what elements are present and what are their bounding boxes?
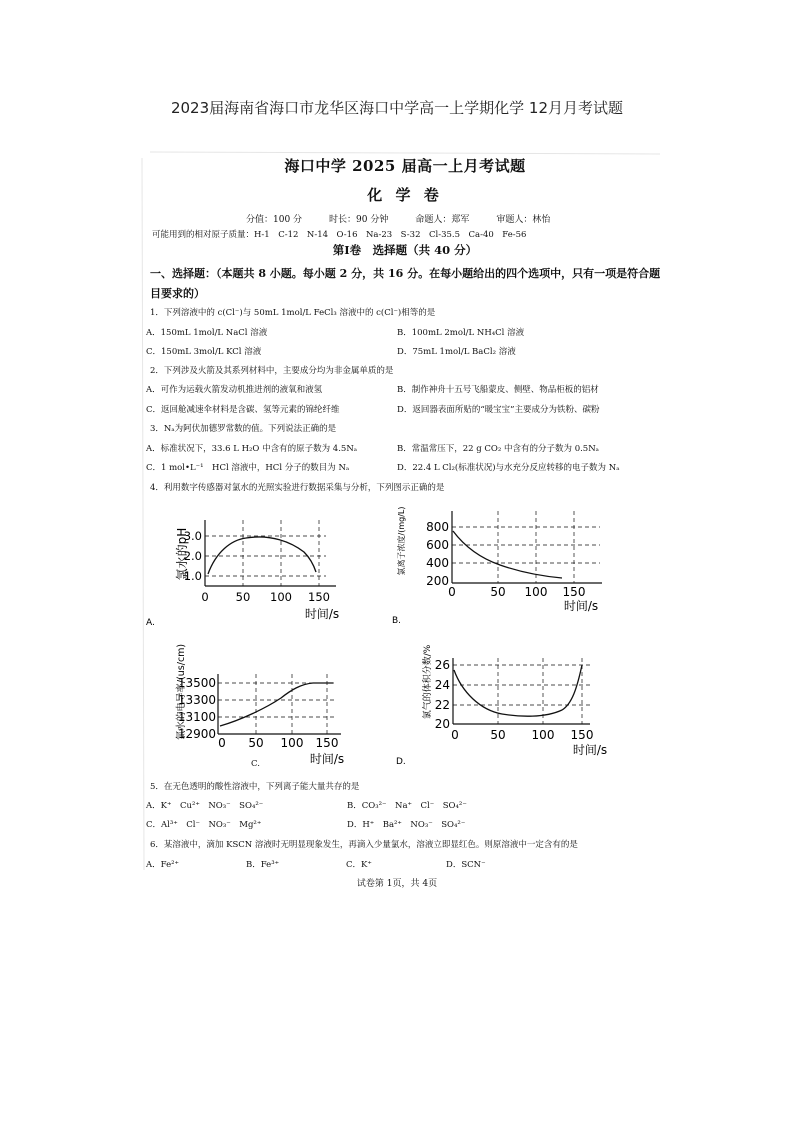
question-3-option-b: B．常温常压下，22 g CO₂ 中含有的分子数为 0.5Nₐ [397,444,599,454]
question-4-stem: 4．利用数字传感器对氯水的光照实验进行数据采集与分析，下列图示正确的是 [150,483,445,493]
question-2-option-d: D．返回器表面所贴的“暖宝宝”主要成分为铁粉、碳粉 [397,405,600,415]
chart-a-curve [208,537,316,574]
chart-b-xtick: 100 [524,585,548,599]
question-6-option-d: D．SCN⁻ [446,860,486,870]
chart-a-option-label: A. [146,618,155,628]
chart-d-ytick: 24 [434,678,450,692]
chart-a [146,500,376,630]
chart-a-xtick: 50 [235,590,251,604]
chart-b-xtick: 50 [490,585,506,599]
question-3-stem: 3．Nₐ为阿伏加德罗常数的值。下列说法正确的是 [150,424,337,434]
chart-d-ylabel: 氯气的体积分数/% [423,644,433,720]
exam-title: 海口中学 2025 届高一上月考试题 [284,157,526,175]
chart-d-xtick: 50 [490,728,506,742]
chart-d-ytick: 22 [434,698,450,712]
chart-c-ytick: 13100 [177,710,216,724]
chart-d-xlabel: 时间/s [572,743,608,757]
chart-a-ytick: 2.0 [183,549,202,563]
chart-c-xtick: 0 [218,736,226,750]
chart-d-ytick: 26 [434,658,450,672]
chart-c [146,640,376,772]
question-2-option-b: B．制作神舟十五号飞船蒙皮、侧壁、物品柜板的铝材 [397,385,599,395]
question-1-option-a: A．150mL 1mol/L NaCl 溶液 [146,328,268,338]
part1-title: 第Ⅰ卷 选择题（共 40 分） [332,243,478,257]
chart-a-xtick: 100 [270,590,292,604]
chart-c-xtick: 100 [280,736,304,750]
chart-a-xlabel: 时间/s [304,607,340,621]
exam-subject: 化 学 卷 [367,186,443,204]
chart-b-xtick: 0 [448,585,456,599]
question-6-stem: 6．某溶液中，滴加 KSCN 溶液时无明显现象发生，再滴入少量氯水，溶液立即显红色。则原溶液中一定含有的是 [150,840,578,850]
question-5-stem: 5．在无色透明的酸性溶液中，下列离子能大量共存的是 [150,782,360,792]
chart-b-ytick: 200 [426,574,449,588]
chart-d-curve [454,665,582,716]
question-1-option-b: B．100mL 2mol/L NH₄Cl 溶液 [397,328,525,338]
chart-b-xlabel: 时间/s [563,599,599,613]
chart-d [390,630,630,765]
chart-d-ytick: 20 [434,717,450,731]
question-5-option-a: A．K⁺ Cu²⁺ NO₃⁻ SO₄²⁻ [146,801,264,811]
question-1-stem: 1．下列溶液中的 c(Cl⁻)与 50mL 1mol/L FeCl₃ 溶液中的 c(Cl⁻)相等的是 [150,308,436,318]
page-footer: 试卷第 1页，共 4页 [356,879,438,889]
chart-b-xtick: 150 [562,585,586,599]
section1-instructions: 一、选择题：（本题共 8 小题。每小题 2 分，共 16 分。在每小题给出的四个选项中，只有一项是符合题目要求的） [150,267,661,300]
chart-a-ytick: 1.0 [183,569,202,583]
exam-meta: 分值：100 分 时长：90 分钟 命题人：郑军 审题人：林怡 [246,215,551,225]
question-3-option-d: D．22.4 L Cl₂(标准状况)与水充分反应转移的电子数为 Nₐ [397,463,620,473]
question-5-option-b: B．CO₃²⁻ Na⁺ Cl⁻ SO₄²⁻ [347,801,467,811]
question-2-stem: 2．下列涉及火箭及其系列材料中，主要成分均为非金属单质的是 [150,366,394,376]
question-3-option-a: A．标准状况下，33.6 L H₂O 中含有的原子数为 4.5Nₐ [146,444,358,454]
question-1-option-d: D．75mL 1mol/L BaCl₂ 溶液 [397,347,516,357]
chart-b-ylabel: 氯离子浓度/(mg/L) [397,506,406,576]
chart-d-xtick: 0 [451,728,459,742]
chart-b-ytick: 800 [426,520,449,534]
document-title: 2023届海南省海口市龙华区海口中学高一上学期化学 12月月考试题 [170,99,624,117]
chart-a-ylabel: 氯水的pH [175,527,189,581]
question-6-option-a: A．Fe²⁺ [146,860,179,870]
chart-c-option-label: C. [251,759,260,769]
chart-c-ytick: 12900 [177,727,216,741]
question-5-option-d: D．H⁺ Ba²⁺ NO₃⁻ SO₄²⁻ [347,820,466,830]
chart-d-xtick: 150 [570,728,594,742]
question-1-option-c: C．150mL 3mol/L KCl 溶液 [146,347,262,357]
chart-c-xlabel: 时间/s [309,752,345,766]
question-5-option-c: C．Al³⁺ Cl⁻ NO₃⁻ Mg²⁺ [146,820,262,830]
chart-c-ylabel: 氯水的电导率/(us/cm) [176,643,187,741]
chart-d-option-label: D. [396,757,406,765]
chart-b [390,495,620,630]
chart-a-xtick: 150 [308,590,330,604]
question-3-option-c: C．1 mol•L⁻¹ HCl 溶液中，HCl 分子的数目为 Nₐ [146,463,350,473]
question-6-option-b: B．Fe³⁺ [246,860,280,870]
chart-b-ytick: 600 [426,538,449,552]
question-6-option-c: C．K⁺ [346,860,372,870]
chart-c-ytick: 13300 [177,693,216,707]
chart-b-curve [453,531,562,578]
chart-c-xtick: 150 [315,736,339,750]
question-2-option-c: C．返回舱减速伞材料是含碳、氢等元素的锦纶纤维 [146,405,340,415]
chart-c-xtick: 50 [248,736,264,750]
chart-b-ytick: 400 [426,556,449,570]
chart-b-option-label: B. [392,616,402,626]
chart-d-xtick: 100 [531,728,555,742]
chart-c-ytick: 13500 [177,676,216,690]
atomic-masses: 可能用到的相对原子质量：H-1 C-12 N-14 O-16 Na-23 S-32 Cl-35.5 Ca-40 Fe-56 [152,230,527,240]
chart-a-xtick: 0 [201,590,209,604]
chart-a-ytick: 3.0 [183,529,202,543]
question-2-option-a: A．可作为运载火箭发动机推进剂的液氧和液氢 [146,385,323,395]
chart-c-curve [220,683,333,726]
